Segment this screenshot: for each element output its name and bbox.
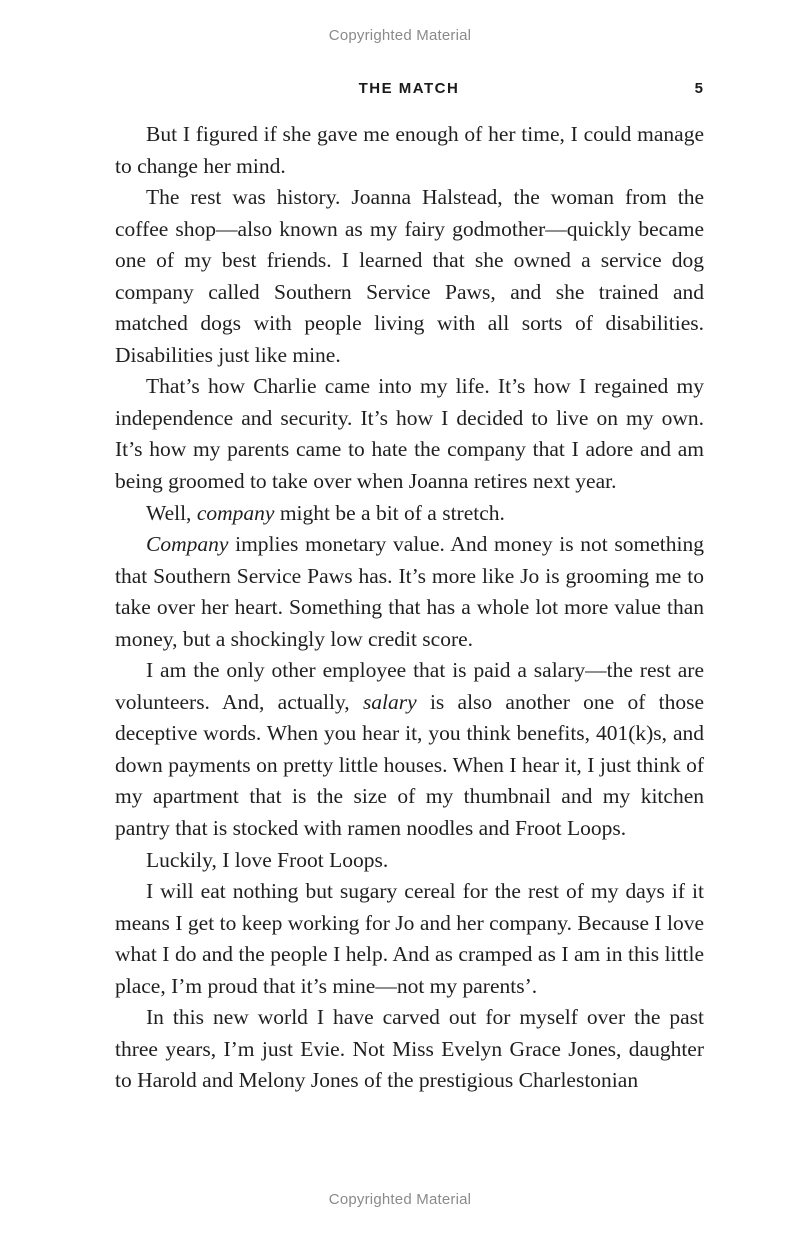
copyright-watermark-bottom: Copyrighted Material <box>328 1191 472 1208</box>
paragraph-6-text-after: is also another one of those deceptive words. When you hear it, you think benefits, 401(k)s, and down payments on pretty little houses. When I hear it, I just think of my apartment that is the size of my thumbnail and my kitchen pantry that is stocked with ramen noodles and Froot Loops. <box>115 689 704 841</box>
paragraph-2: The rest was history. Joanna Halstead, the woman from the coffee shop—also known as my fairy godmother—quickly became one of my best friends. I learned that she owned a service dog company called Southern Service Paws, and she trained and matched dogs with people living with all sorts of disabilities. Disabilities just like mine. <box>115 185 704 367</box>
paragraph-5-text-after: implies monetary value. And money is not something that Southern Service Paws has. It’s more like Jo is grooming me to take over her heart. Something that has a whole lot more value than money, but a shockingly low credit score. <box>115 532 704 651</box>
italic-salary: salary <box>362 689 417 714</box>
paragraph-1: But I figured if she gave me enough of her time, I could manage to change her mind. <box>115 122 704 178</box>
italic-company-capitalized: Company <box>146 532 229 557</box>
paragraph-3: That’s how Charlie came into my life. It’s how I regained my independence and security. It’s how I decided to live on my own. It’s how my parents came to hate the company that I adore and am being groomed to take over when Joanna retires next year. <box>115 374 704 494</box>
page-number: 5 <box>694 80 703 97</box>
running-header <box>115 80 703 102</box>
paragraph-6 <box>115 655 704 844</box>
copyright-watermark-top: Copyrighted Material <box>328 27 472 44</box>
paragraph-4-text-after: might be a bit of a stretch. <box>274 500 505 525</box>
paragraph-6-text-before: I am the only other employee that is paid a salary—the rest are volunteers. And, actually, <box>115 658 704 714</box>
paragraph-8: I will eat nothing but sugary cereal for the rest of my days if it means I get to keep working for Jo and her company. Because I love what I do and the people I help. And as cramped as I am in this little place, I’m proud that it’s mine—not my parents’. <box>115 879 704 998</box>
paragraph-5 <box>115 529 704 655</box>
paragraph-7: Luckily, I love Froot Loops. <box>146 847 389 872</box>
paragraph-9: In this new world I have carved out for myself over the past three years, I’m just Evie. Not Miss Evelyn Grace Jones, daughter to Harold and Melony Jones of the prestigious Charlestonian <box>115 1005 704 1093</box>
running-title: THE MATCH <box>358 80 460 97</box>
paragraph-4 <box>115 498 704 530</box>
paragraph-4-text-before: Well, <box>146 500 197 525</box>
body-text <box>115 119 704 1097</box>
italic-company: company <box>196 500 275 525</box>
